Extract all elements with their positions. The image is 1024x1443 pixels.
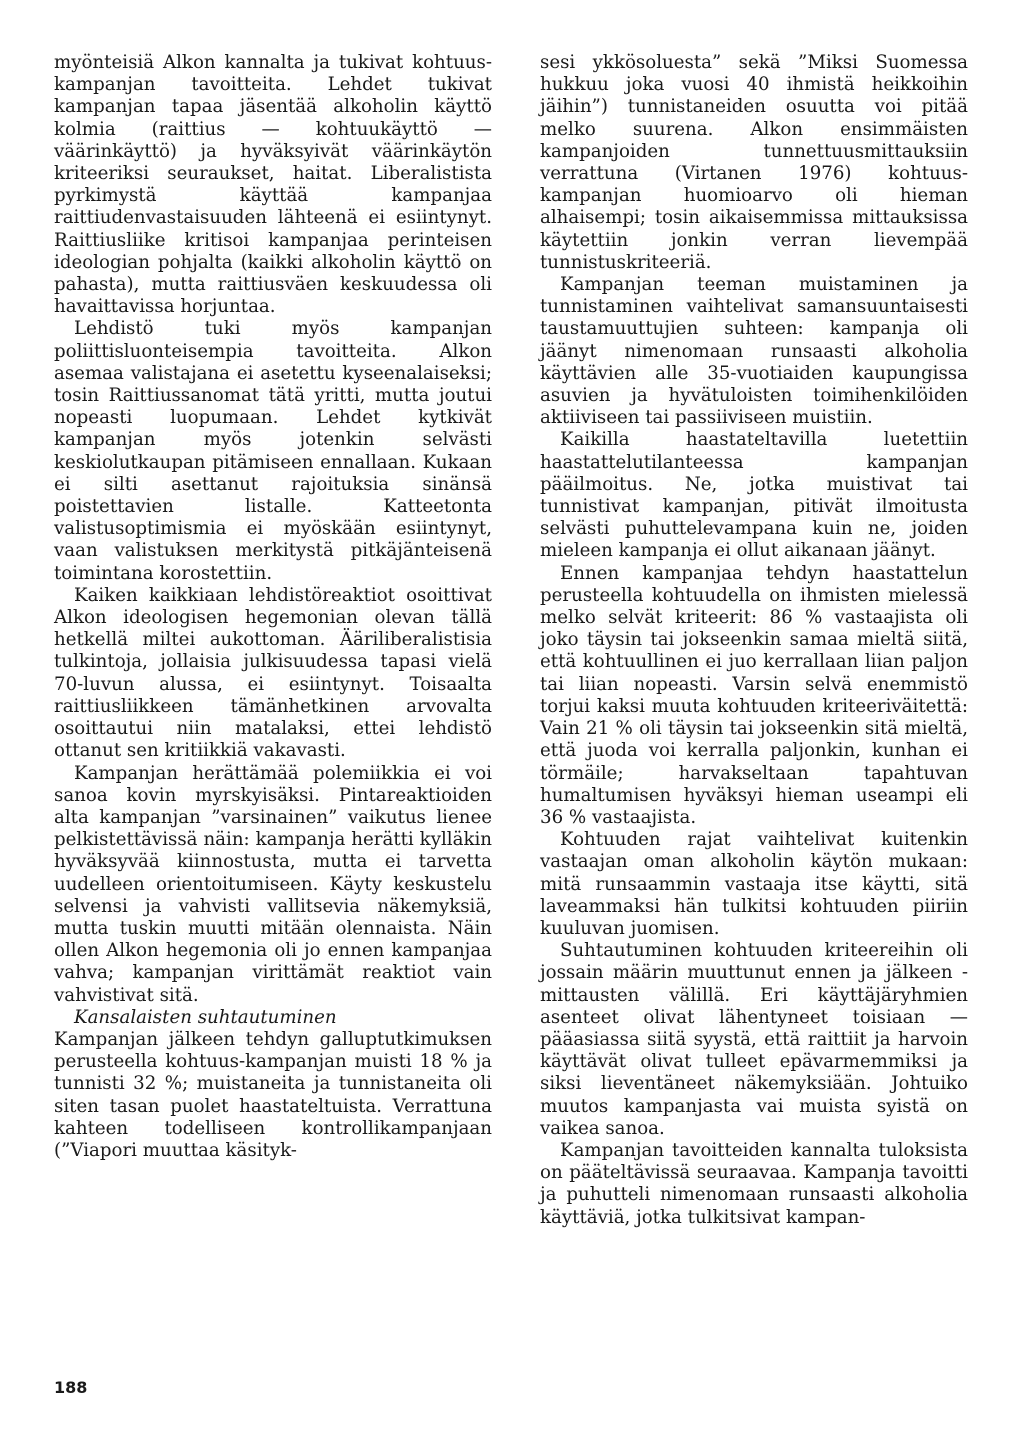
paragraph: Kampanjan jälkeen tehdyn galluptutkimuksen perusteella kohtuus-kampanjan muisti 18 % ja tunnisti 32 %; muistaneita ja tunnistaneita oli siten tasan puolet haastateltuista. Verrattuna kahteen todelliseen kontrollikampanjaan (”Viapori muuttaa käsityk-: [54, 1028, 492, 1161]
page-number: 188: [54, 1378, 88, 1397]
paragraph: Kampanjan herättämää polemiikkia ei voi sanoa kovin myrskyisäksi. Pintareaktioiden alta kampanjan ”varsinainen” vaikutus lienee pelkistettävissä näin: kampanja herätti kylläkin hyväksyvää kiinnostusta, mutta ei tarvetta uudelleen orientoitumiseen. Käyty keskustelu selvensi ja vahvisti vallitsevia näkemyksiä, mutta tuskin muutti mitään olennaista. Näin ollen Alkon hegemonia oli jo ennen kampanjaa vahva; kampanjan virittämät reaktiot vain vahvistivat sitä.: [54, 762, 492, 1006]
paragraph: Kampanjan tavoitteiden kannalta tuloksista on pääteltävissä seuraavaa. Kampanja tavoitti ja puhutteli nimenomaan runsaasti alkoholia käyttäviä, jotka tulkitsivat kampan-: [540, 1139, 968, 1228]
paragraph: Ennen kampanjaa tehdyn haastattelun perusteella kohtuudella on ihmisten mielessä melko selvät kriteerit: 86 % vastaajista oli joko täysin tai jokseenkin samaa mieltä siitä, että kohtuullinen ei juo kerrallaan liian paljon tai liian nopeasti. Varsin selvä enemmistö torjui kaksi muuta kohtuuden kriteeriväitettä: Vain 21 % oli täysin tai jokseenkin sitä mieltä, että juoda voi kerralla paljonkin, kunhan ei törmäile; harvakseltaan tapahtuvan humaltumisen hyväksyi hieman useampi eli 36 % vastaajista.: [540, 562, 968, 828]
paragraph: Suhtautuminen kohtuuden kriteereihin oli jossain määrin muuttunut ennen ja jälkeen -mittausten välillä. Eri käyttäjäryhmien asenteet olivat lähentyneet toisiaan — pääasiassa siitä syystä, että raittiit ja harvoin käyttävät olivat tulleet epävarmemmiksi ja siksi lieventäneet näkemyksiään. Johtuiko muutos kampanjasta vai muista syistä on vaikea sanoa.: [540, 940, 968, 1139]
paragraph: Kaiken kaikkiaan lehdistöreaktiot osoittivat Alkon ideologisen hegemonian olevan tällä hetkellä miltei aukottoman. Ääriliberalistisia tulkintoja, jollaisia julkisuudessa tapasi vielä 70-luvun alussa, ei esiintynyt. Toisaalta raittiusliikkeen tämänhetkinen arvovalta osoittautui niin matalaksi, ettei lehdistö ottanut sen kritiikkiä vakavasti.: [54, 584, 492, 762]
paragraph: myönteisiä Alkon kannalta ja tukivat kohtuus-kampanjan tavoitteita. Lehdet tukivat kampanjan tapaa jäsentää alkoholin käyttö kolmia (raittius — kohtuukäyttö — väärinkäyttö) ja hyväksyivät väärinkäytön kriteeriksi seuraukset, haitat. Liberalistista pyrkimystä käyttää kampanjaa raittiudenvastaisuuden lähteenä ei esiintynyt. Raittiusliike kritisoi kampanjaa perinteisen ideologian pohjalta (kaikki alkoholin käyttö on pahasta), mutta raittiusväen keskuudessa oli havaittavissa horjuntaa.: [54, 52, 492, 318]
paragraph: Kampanjan teeman muistaminen ja tunnistaminen vaihtelivat samansuuntaisesti taustamuuttujien suhteen: kampanja oli jäänyt nimenomaan runsaasti alkoholia käyttävien alle 35-vuotiaiden kaupungissa asuvien ja hyvätuloisten toimihenkilöiden aktiiviseen tai passiiviseen muistiin.: [540, 274, 968, 429]
section-heading: Kansalaisten suhtautuminen: [74, 1006, 337, 1028]
paragraph: Lehdistö tuki myös kampanjan poliittisluonteisempia tavoitteita. Alkon asemaa valistajana ei asetettu kyseenalaiseksi; tosin Raittiussanomat tätä yritti, mutta joutui nopeasti luopumaan. Lehdet kytkivät kampanjan myös jotenkin selvästi keskiolutkaupan pitämiseen ennallaan. Kukaan ei silti asettanut rajoituksia sinänsä poistettavien listalle. Katteetonta valistusoptimismia ei myöskään esiintynyt, vaan valistuksen merkitystä pitkäjänteisenä toimintana korostettiin.: [54, 318, 492, 584]
paragraph: sesi ykkösoluesta” sekä ”Miksi Suomessa hukkuu joka vuosi 40 ihmistä heikkoihin jäihin”) tunnistaneiden osuutta voi pitää melko suurena. Alkon ensimmäisten kampanjoiden tunnettuusmittauksiin verrattuna (Virtanen 1976) kohtuus-kampanjan huomioarvo oli hieman alhaisempi; tosin aikaisemmissa mittauksissa käytettiin jonkin verran lievempää tunnistuskriteeriä.: [540, 52, 968, 273]
paragraph: Kaikilla haastateltavilla luetettiin haastattelutilanteessa kampanjan pääilmoitus. Ne, jotka muistivat tai tunnistivat kampanjan, pitivät ilmoitusta selvästi puhuttelevampana kuin ne, joiden mieleen kampanja ei ollut aikanaan jäänyt.: [540, 429, 968, 562]
paragraph: Kohtuuden rajat vaihtelivat kuitenkin vastaajan oman alkoholin käytön mukaan: mitä runsaammin vastaaja itse käytti, sitä laveammaksi hän tulkitsi kohtuuden piiriin kuuluvan juomisen.: [540, 829, 968, 939]
left-column: [54, 52, 492, 1162]
right-column: [540, 52, 968, 1229]
